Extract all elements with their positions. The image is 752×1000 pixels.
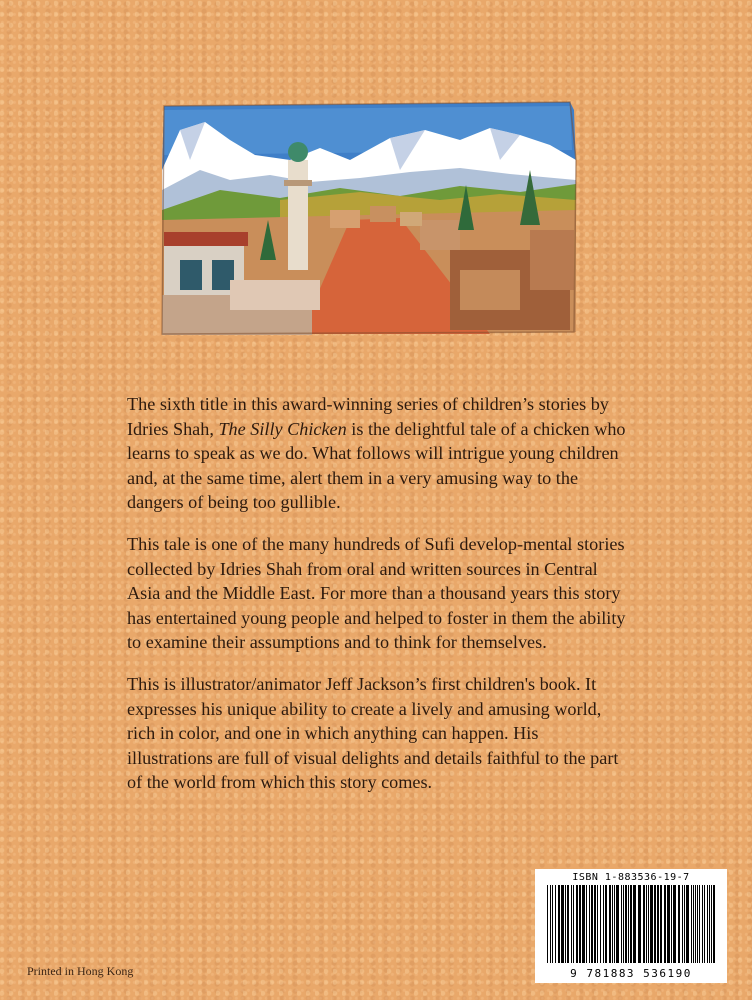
barcode-bar (699, 885, 700, 963)
barcode-bar (697, 885, 698, 963)
barcode-bar (623, 885, 624, 963)
barcode-bar (597, 885, 598, 963)
barcode-bar (630, 885, 632, 963)
barcode-bar (702, 885, 703, 963)
barcode-bar (616, 885, 619, 963)
barcode-bar (625, 885, 627, 963)
blurb-p1-after: is the delightful tale of a chicken who learns to speak as we do. What follows will intrigue young children and, at the same time, alert them in a very amusing way to the dangers of being too gullible. (127, 418, 626, 513)
barcode-bar (678, 885, 680, 963)
barcode-bar (707, 885, 708, 963)
barcode-bar (648, 885, 649, 963)
barcode-bar (686, 885, 689, 963)
barcode-bar (657, 885, 659, 963)
barcode-bar (643, 885, 645, 963)
barcode-bar (713, 885, 715, 963)
barcode-bar (579, 885, 581, 963)
blurb-p1-before: The sixth title in this award-winning series of children’s stories by Idries Shah, (127, 394, 609, 439)
printed-in-note: Printed in Hong Kong (27, 964, 134, 978)
barcode-bar (711, 885, 712, 963)
barcode-bar (614, 885, 615, 963)
barcode-bar (693, 885, 694, 963)
barcode-bar (609, 885, 611, 963)
barcode-bars (545, 885, 717, 963)
barcode-bar (682, 885, 683, 963)
barcode-bar (573, 885, 574, 963)
book-title: The Silly Chicken (218, 418, 347, 439)
barcode-bar (558, 885, 560, 963)
back-cover-blurb (127, 392, 627, 812)
ean-number: 9 781883 536190 (570, 967, 692, 980)
barcode-bar (633, 885, 636, 963)
barcode-bar (576, 885, 578, 963)
barcode-bar (552, 885, 553, 963)
barcode-bar (561, 885, 564, 963)
barcode-bar (612, 885, 613, 963)
barcode-bar (591, 885, 593, 963)
barcode-bar (704, 885, 705, 963)
barcode-bar (660, 885, 662, 963)
blurb-paragraph-2: This tale is one of the many hundreds of Sufi develop-mental stories collected by Idries Shah from oral and written sources in Central Asia and the Middle East. For more than a thousand years this story has entertained young people and helped to foster in them the ability to examine their assumptions and to think for themselves. (127, 533, 626, 653)
barcode-bar (589, 885, 590, 963)
blurb-paragraph-3: This is illustrator/animator Jeff Jackson’s first children's book. It expresses his unique ability to create a lively and amusing world, rich in color, and one in which anything can happen. His illustrations are full of visual delights and details faithful to the part of the world from which this story comes. (127, 673, 619, 793)
barcode-bar (638, 885, 641, 963)
barcode-bar (664, 885, 666, 963)
barcode-bar (709, 885, 710, 963)
barcode-bar (650, 885, 653, 963)
barcode-bar (671, 885, 672, 963)
barcode-bar (550, 885, 551, 963)
isbn-number: ISBN 1-883536-19-7 (572, 872, 690, 883)
village-mountains-illustration (160, 100, 578, 336)
barcode-bar (621, 885, 622, 963)
barcode-bar (555, 885, 556, 963)
barcode-bar (547, 885, 548, 963)
barcode-bar (605, 885, 607, 963)
blurb-paragraph-1 (127, 392, 627, 515)
barcode-bar (628, 885, 629, 963)
barcode-bar (691, 885, 692, 963)
barcode-bar (594, 885, 596, 963)
barcode-bar (673, 885, 676, 963)
barcode-bar (571, 885, 572, 963)
barcode-bar (654, 885, 656, 963)
isbn-barcode (535, 869, 727, 983)
barcode-bar (695, 885, 696, 963)
barcode-bar (567, 885, 569, 963)
barcode-bar (603, 885, 604, 963)
barcode-bar (586, 885, 587, 963)
barcode-bar (582, 885, 585, 963)
barcode-bar (667, 885, 670, 963)
barcode-bar (684, 885, 685, 963)
barcode-bar (600, 885, 601, 963)
barcode-bar (646, 885, 647, 963)
barcode-bar (565, 885, 566, 963)
